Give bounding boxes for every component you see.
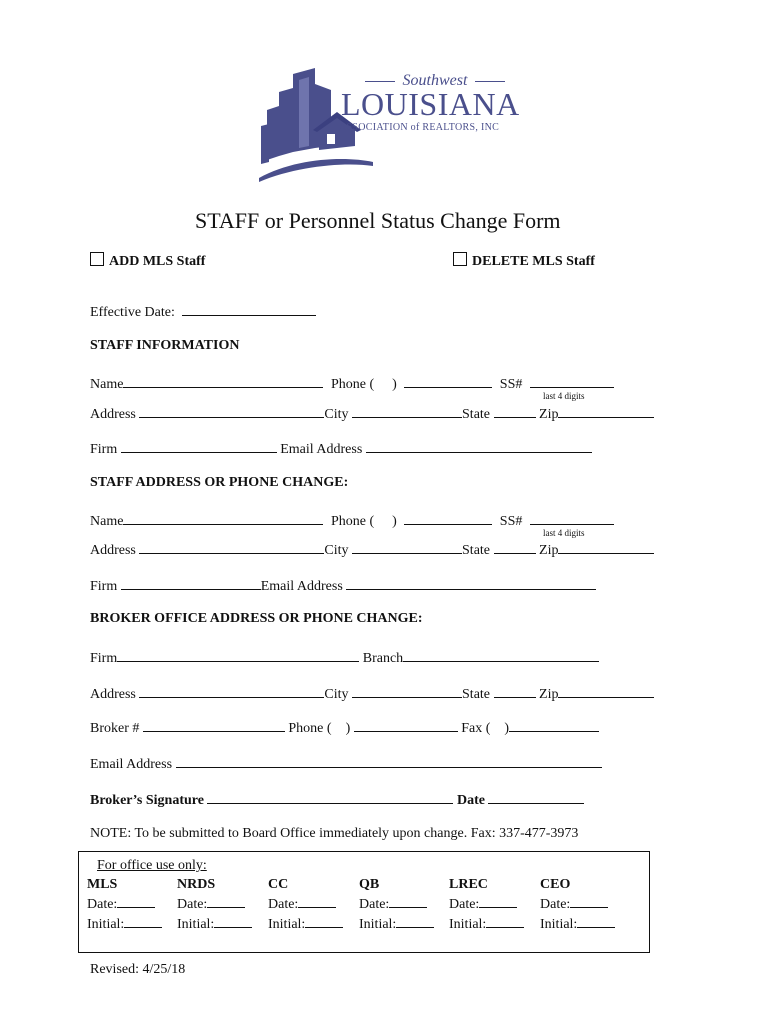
s3-email-row bbox=[90, 754, 602, 773]
office-date-label: Date: bbox=[540, 897, 571, 912]
office-date-row bbox=[268, 894, 343, 914]
s3-signature-row bbox=[90, 790, 584, 809]
add-mls-staff-option[interactable] bbox=[90, 252, 205, 270]
office-initial-field[interactable] bbox=[214, 914, 252, 928]
s2-firm-row bbox=[90, 576, 596, 595]
office-date-field[interactable] bbox=[207, 894, 245, 908]
s3-phone-field[interactable] bbox=[354, 718, 458, 732]
s3-branch-label: Branch bbox=[362, 651, 404, 666]
s2-firm-field[interactable] bbox=[121, 576, 261, 590]
s1-address-field[interactable] bbox=[139, 404, 324, 418]
s3-branch-field[interactable] bbox=[403, 648, 599, 662]
s2-name-field[interactable] bbox=[123, 511, 323, 525]
logo-louisiana: LOUISIANA bbox=[341, 86, 520, 122]
s2-state-label: State bbox=[462, 543, 491, 558]
office-col-title: MLS bbox=[87, 877, 118, 892]
office-date-label: Date: bbox=[87, 897, 118, 912]
effective-date-row bbox=[90, 302, 316, 321]
s3-fax-field[interactable] bbox=[509, 718, 599, 732]
office-date-row bbox=[87, 894, 162, 914]
s3-fax-label: Fax ( bbox=[461, 721, 491, 736]
s3-city-label: City bbox=[324, 687, 349, 702]
office-date-row bbox=[540, 894, 615, 914]
s3-firm-label: Firm bbox=[90, 651, 118, 666]
office-initial-field[interactable] bbox=[577, 914, 615, 928]
office-date-field[interactable] bbox=[117, 894, 155, 908]
s2-state-field[interactable] bbox=[494, 540, 536, 554]
office-date-label: Date: bbox=[449, 897, 480, 912]
s2-firm-label: Firm bbox=[90, 579, 118, 594]
office-initial-field[interactable] bbox=[305, 914, 343, 928]
s2-email-label: Email Address bbox=[260, 579, 343, 594]
office-col-ceo bbox=[540, 876, 615, 934]
delete-mls-staff-option[interactable] bbox=[453, 252, 595, 270]
s1-name-label: Name bbox=[90, 377, 124, 392]
office-col-mls bbox=[87, 876, 162, 934]
staff-information-heading: STAFF INFORMATION bbox=[90, 338, 240, 353]
broker-signature-label: Broker’s Signature bbox=[90, 793, 204, 808]
s3-zip-field[interactable] bbox=[558, 684, 654, 698]
s1-email-label: Email Address bbox=[280, 442, 363, 457]
office-date-label: Date: bbox=[268, 897, 299, 912]
s1-phone-close: ) bbox=[392, 377, 397, 392]
office-initial-field[interactable] bbox=[486, 914, 524, 928]
office-date-field[interactable] bbox=[479, 894, 517, 908]
office-date-label: Date: bbox=[359, 897, 390, 912]
staff-address-change-heading: STAFF ADDRESS OR PHONE CHANGE: bbox=[90, 475, 349, 490]
office-initial-row bbox=[87, 914, 162, 934]
s2-phone-close: ) bbox=[392, 514, 397, 529]
s3-address-row bbox=[90, 684, 654, 703]
office-use-box bbox=[78, 851, 650, 953]
office-col-qb bbox=[359, 876, 434, 934]
office-initial-label: Initial: bbox=[177, 917, 215, 932]
effective-date-field[interactable] bbox=[182, 302, 316, 316]
office-initial-row bbox=[449, 914, 524, 934]
s1-address-row bbox=[90, 404, 654, 423]
s3-state-field[interactable] bbox=[494, 684, 536, 698]
office-col-title: CEO bbox=[540, 877, 571, 892]
s2-zip-label: Zip bbox=[539, 543, 559, 558]
broker-signature-field[interactable] bbox=[207, 790, 453, 804]
s3-fax-close: ) bbox=[504, 721, 510, 736]
logo-line-left bbox=[365, 81, 395, 82]
s1-address-label: Address bbox=[90, 407, 136, 422]
office-initial-row bbox=[359, 914, 434, 934]
s3-address-field[interactable] bbox=[139, 684, 324, 698]
s3-firm-field[interactable] bbox=[117, 648, 359, 662]
s1-firm-row bbox=[90, 439, 592, 458]
office-initial-row bbox=[177, 914, 252, 934]
s3-city-field[interactable] bbox=[352, 684, 462, 698]
s1-state-field[interactable] bbox=[494, 404, 536, 418]
association-logo bbox=[255, 66, 525, 182]
office-initial-label: Initial: bbox=[449, 917, 487, 932]
office-date-field[interactable] bbox=[298, 894, 336, 908]
office-initial-row bbox=[268, 914, 343, 934]
office-date-row bbox=[449, 894, 524, 914]
s1-firm-field[interactable] bbox=[121, 439, 277, 453]
s2-city-field[interactable] bbox=[352, 540, 462, 554]
s3-phone-close: ) bbox=[345, 721, 351, 736]
s1-city-field[interactable] bbox=[352, 404, 462, 418]
office-columns bbox=[87, 876, 647, 948]
s1-city-label: City bbox=[324, 407, 349, 422]
s1-last4-hint: last 4 digits bbox=[543, 391, 585, 401]
s1-zip-label: Zip bbox=[539, 407, 559, 422]
s1-phone-field[interactable] bbox=[404, 374, 492, 388]
office-initial-label: Initial: bbox=[540, 917, 578, 932]
s2-address-row bbox=[90, 540, 654, 559]
s1-firm-label: Firm bbox=[90, 442, 118, 457]
s2-city-label: City bbox=[324, 543, 349, 558]
office-col-title: LREC bbox=[449, 877, 488, 892]
office-col-title: CC bbox=[268, 877, 289, 892]
s1-state-label: State bbox=[462, 407, 491, 422]
page-title: STAFF or Personnel Status Change Form bbox=[195, 208, 561, 233]
s2-address-label: Address bbox=[90, 543, 136, 558]
s2-address-field[interactable] bbox=[139, 540, 324, 554]
logo-line-right bbox=[475, 81, 505, 82]
s2-name-label: Name bbox=[90, 514, 124, 529]
office-initial-row bbox=[540, 914, 615, 934]
s3-firm-row bbox=[90, 648, 599, 667]
office-use-heading: For office use only: bbox=[97, 858, 207, 873]
office-initial-field[interactable] bbox=[124, 914, 162, 928]
s3-phone-label: Phone ( bbox=[288, 721, 332, 736]
s2-last4-hint: last 4 digits bbox=[543, 528, 585, 538]
s3-broker-row bbox=[90, 718, 599, 737]
add-mls-staff-checkbox[interactable] bbox=[90, 252, 104, 266]
office-initial-label: Initial: bbox=[268, 917, 306, 932]
s3-zip-label: Zip bbox=[539, 687, 559, 702]
delete-mls-staff-checkbox[interactable] bbox=[453, 252, 467, 266]
s2-name-row bbox=[90, 511, 614, 530]
office-col-title: QB bbox=[359, 877, 380, 892]
broker-office-change-heading: BROKER OFFICE ADDRESS OR PHONE CHANGE: bbox=[90, 611, 423, 626]
s1-name-field[interactable] bbox=[123, 374, 323, 388]
s1-zip-field[interactable] bbox=[558, 404, 654, 418]
logo-association: ASSOCIATION of REALTORS, INC bbox=[339, 122, 500, 133]
office-col-lrec bbox=[449, 876, 524, 934]
s1-email-field[interactable] bbox=[366, 439, 592, 453]
office-col-cc bbox=[268, 876, 343, 934]
revised-date: Revised: 4/25/18 bbox=[90, 962, 186, 977]
office-initial-label: Initial: bbox=[359, 917, 397, 932]
office-date-label: Date: bbox=[177, 897, 208, 912]
s3-email-label: Email Address bbox=[90, 757, 173, 772]
s2-email-field[interactable] bbox=[346, 576, 596, 590]
s1-ss-label: SS# bbox=[499, 377, 523, 392]
office-date-field[interactable] bbox=[570, 894, 608, 908]
s2-ss-field[interactable] bbox=[530, 511, 614, 525]
s3-state-label: State bbox=[462, 687, 491, 702]
s2-phone-label: Phone ( bbox=[330, 514, 375, 529]
s3-broker-label: Broker # bbox=[90, 721, 140, 736]
s2-phone-field[interactable] bbox=[404, 511, 492, 525]
office-date-field[interactable] bbox=[389, 894, 427, 908]
logo-southwest: Southwest bbox=[402, 72, 468, 89]
s3-address-label: Address bbox=[90, 687, 136, 702]
submission-note: NOTE: To be submitted to Board Office immediately upon change. Fax: 337-477-3973 bbox=[90, 826, 579, 841]
effective-date-label: Effective Date: bbox=[90, 305, 175, 320]
s1-ss-field[interactable] bbox=[530, 374, 614, 388]
office-col-nrds bbox=[177, 876, 252, 934]
delete-mls-staff-label: DELETE MLS Staff bbox=[472, 254, 595, 269]
office-date-row bbox=[177, 894, 252, 914]
add-mls-staff-label: ADD MLS Staff bbox=[109, 254, 206, 269]
s2-ss-label: SS# bbox=[499, 514, 523, 529]
signature-date-field[interactable] bbox=[488, 790, 584, 804]
s2-zip-field[interactable] bbox=[558, 540, 654, 554]
s1-name-row bbox=[90, 374, 614, 393]
office-date-row bbox=[359, 894, 434, 914]
office-col-title: NRDS bbox=[177, 877, 216, 892]
signature-date-label: Date bbox=[456, 793, 485, 808]
s1-phone-label: Phone ( bbox=[330, 377, 375, 392]
office-initial-label: Initial: bbox=[87, 917, 125, 932]
s3-email-field[interactable] bbox=[176, 754, 602, 768]
office-initial-field[interactable] bbox=[396, 914, 434, 928]
s3-broker-field[interactable] bbox=[143, 718, 285, 732]
